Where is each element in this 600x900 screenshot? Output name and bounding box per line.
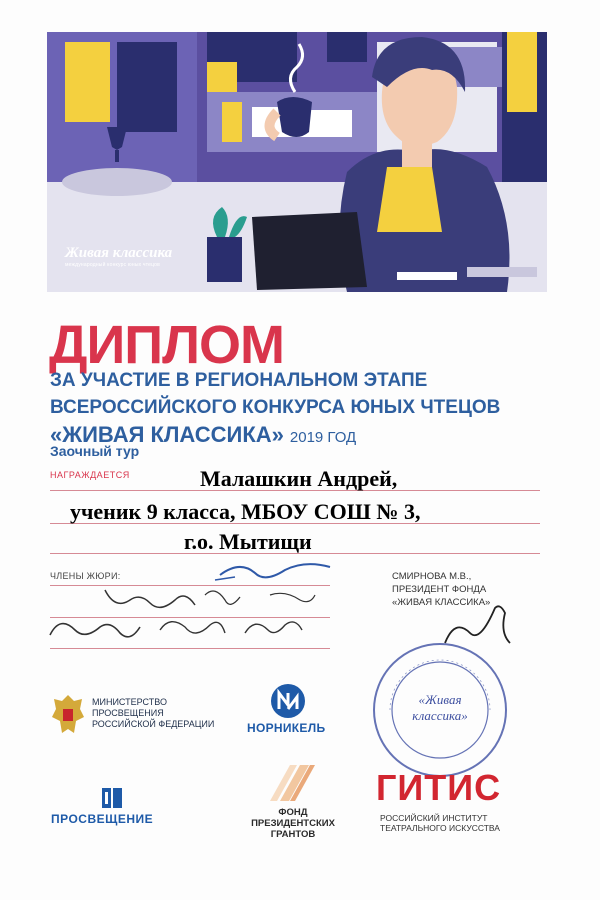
presidential-grants-text [238,807,348,840]
ministry-emblem-icon [50,693,86,737]
recipient-city: г.о. Мытищи [184,529,312,554]
diploma-title: ДИПЛОМ [49,315,284,375]
contest-year: 2019 ГОД [289,429,357,446]
recipient-school: ученик 9 класса, МБОУ СОШ № 3, [70,499,421,524]
ministry-text [92,697,214,730]
gitis-line1: РОССИЙСКИЙ ИНСТИТУТ [380,813,488,823]
ministry-line3: РОССИЙСКОЙ ФЕДЕРАЦИИ [92,719,215,729]
gitis-line2: ТЕАТРАЛЬНОГО ИСКУССТВА [380,823,500,833]
hero-logo [65,245,175,268]
diploma-subtitle-line2: ВСЕРОССИЙСКОГО КОНКУРСА ЮНЫХ ЧТЕЦОВ [50,397,501,418]
ministry-line1: МИНИСТЕРСТВО [92,697,167,707]
jury-signatures [40,555,340,665]
president-title-line1: ПРЕЗИДЕНТ ФОНДА [392,584,487,595]
official-stamp [370,640,510,780]
fond-line1: ФОНД [278,807,308,818]
gitis-logo: ГИТИС [376,767,502,808]
president-name: СМИРНОВА М.В., [392,571,472,582]
stamp-center-line1: «Живая [418,692,462,707]
stamp-center-line2: классика» [412,708,468,723]
fond-line2: ПРЕЗИДЕНТСКИХ [251,818,335,829]
recipient-name: Малашкин Андрей, [200,466,398,491]
diploma-subtitle-line1: ЗА УЧАСТИЕ В РЕГИОНАЛЬНОМ ЭТАПЕ [50,370,428,391]
president-title-line2: «ЖИВАЯ КЛАССИКА» [392,597,491,608]
prosveshchenie-text: ПРОСВЕЩЕНИЕ [51,812,154,826]
gitis-text [380,813,500,833]
jury-label: ЧЛЕНЫ ЖЮРИ: [50,571,121,581]
fond-line3: ГРАНТОВ [270,829,316,840]
tour-label: Заочный тур [50,443,140,459]
nornickel-text: НОРНИКЕЛЬ [247,721,326,735]
nornickel-logo-icon [270,683,306,719]
prosveshchenie-logo-icon [100,786,124,810]
hero-logo-title: Живая классика [65,245,173,261]
presidential-grants-logo-icon [265,763,315,803]
hero-logo-subtitle: международный конкурс юных чтецов [65,262,160,268]
contest-name: «ЖИВАЯ КЛАССИКА» [50,422,284,447]
awarded-label: НАГРАЖДАЕТСЯ [50,470,130,480]
ministry-line2: ПРОСВЕЩЕНИЯ [92,708,164,718]
